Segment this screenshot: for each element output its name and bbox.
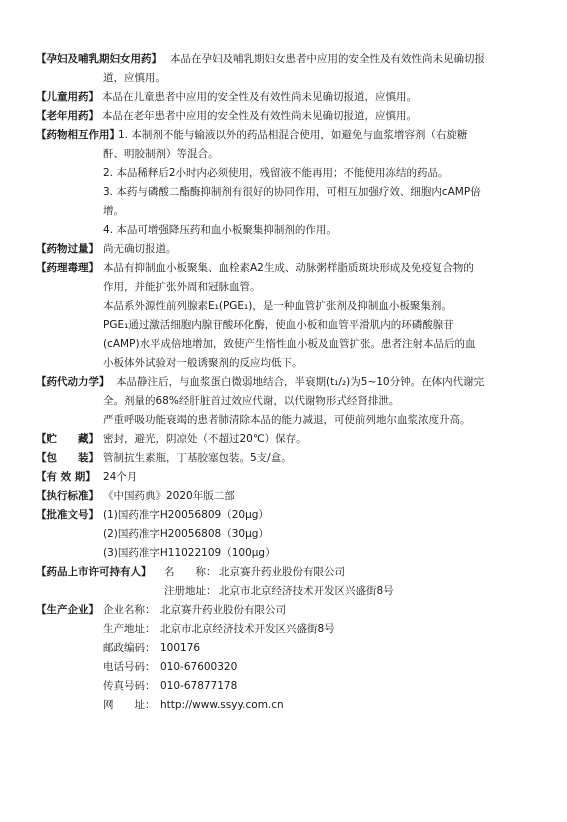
section-text: 本品在老年患者中应用的安全性及有效性尚未见确切报道，应慎用。 [102,110,417,122]
section-text-cont: 小板体外试验对一般诱聚剂的反应均低下。 [103,357,303,369]
manufacturer-field-label: 生产地址： [103,623,156,635]
section-text: 《中国药典》2020年版二部 [103,490,235,502]
manufacturer-field-label: 网 址： [103,699,156,711]
section-text: 本品系外源性前列腺素E₁(PGE₁)，是一种血管扩张剂及抑制血小板聚集剂。 [103,300,452,312]
manufacturer-field-value: 北京市北京经济技术开发区兴盛街8号 [160,623,335,635]
section-text-cont: 道，应慎用。 [103,72,166,84]
section-text: 本品有抑制血小板聚集、血栓素A2生成、动脉粥样脂质斑块形成及免疫复合物的 [103,262,474,274]
manufacturer-field-label: 电话号码： [103,661,156,673]
approval-number: (3)国药准字H11022109（100μg） [103,547,276,559]
section-label: 【贮 藏】 [36,433,99,445]
section-text: 3. 本药与磷酸二酯酶抑制剂有很好的协同作用，可相互加强疗效、细胞内cAMP倍 [103,186,481,198]
section-text: 本品在儿童患者中应用的安全性及有效性尚未见确切报道，应慎用。 [102,91,417,103]
section-text: 严重呼吸功能衰竭的患者肺清除本品的能力减退，可使前列地尔血浆浓度升高。 [103,414,471,426]
manufacturer-field-value: 010-67877178 [160,680,238,692]
section-label: 【孕妇及哺乳期妇女用药】 [36,53,162,65]
section-text: 本品静注后，与血浆蛋白微弱地结合，半衰期(t₁/₂)为5~10分钟。在体内代谢完 [116,376,485,388]
interaction-item: 1. 本制剂不能与输液以外的药品相混合使用，如避免与血浆增容剂（右旋糖 [118,129,468,141]
section-text: 本品在孕妇及哺乳期妇女患者中应用的安全性及有效性尚未见确切报 [170,53,485,65]
section-text-cont: 增。 [103,205,124,217]
section-label: 【药物相互作用】 [36,129,120,141]
section-text: 24个月 [103,471,138,483]
section-label: 【儿童用药】 [36,91,99,103]
section-text: 尚无确切报道。 [103,243,177,255]
section-text: 4. 本品可增强降压药和血小板聚集抑制剂的作用。 [103,224,337,236]
section-text-cont: 酐、明胶制剂）等混合。 [103,148,219,160]
section-label: 【生产企业】 [36,604,99,616]
website-link[interactable]: http://www.ssyy.com.cn [160,699,284,711]
mah-name-value: 北京赛升药业股份有限公司 [219,566,345,578]
section-label: 【药理毒理】 [36,262,99,274]
section-label: 【药物过量】 [36,243,99,255]
section-text-cont: (cAMP)水平成倍地增加，致使产生惰性血小板及血管扩张。患者注射本品后的血 [103,338,476,350]
section-text: 密封，避光，阴凉处（不超过20℃）保存。 [103,433,307,445]
approval-number: (2)国药准字H20056808（30μg） [103,528,269,540]
section-text-cont: 作用，并能扩张外周和冠脉血管。 [103,281,261,293]
manufacturer-field-label: 企业名称： [103,604,156,616]
manufacturer-field-value: 北京赛升药业股份有限公司 [160,604,286,616]
manufacturer-field-value: 100176 [160,642,201,654]
section-label: 【包 装】 [36,452,99,464]
section-label: 【药代动力学】 [36,376,110,388]
section-text-cont: 全。剂量的68%经肝脏首过效应代谢，以代谢物形式经肾排泄。 [103,395,400,407]
section-label: 【老年用药】 [36,110,99,122]
section-label: 【有 效 期】 [36,471,96,483]
section-label: 【批准文号】 [36,509,99,521]
manufacturer-field-label: 传真号码： [103,680,156,692]
mah-address-label: 注册地址： [164,585,217,597]
section-label: 【执行标准】 [36,490,99,502]
section-label: 【药品上市许可持有人】 [36,566,152,578]
manufacturer-field-label: 邮政编码： [103,642,156,654]
section-text: 2. 本品稀释后2小时内必须使用，残留液不能再用；不能使用冻结的药品。 [103,167,449,179]
approval-number: (1)国药准字H20056809（20μg） [103,509,269,521]
section-text: 管制抗生素瓶，丁基胶塞包装。5支/盒。 [103,452,292,464]
mah-address-value: 北京市北京经济技术开发区兴盛街8号 [219,585,394,597]
mah-name-label: 名 称： [164,566,217,578]
section-text: PGE₁通过激活细胞内腺苷酸环化酶，使血小板和血管平滑肌内的环磷酸腺苷 [103,319,454,331]
manufacturer-field-value: 010-67600320 [160,661,238,673]
